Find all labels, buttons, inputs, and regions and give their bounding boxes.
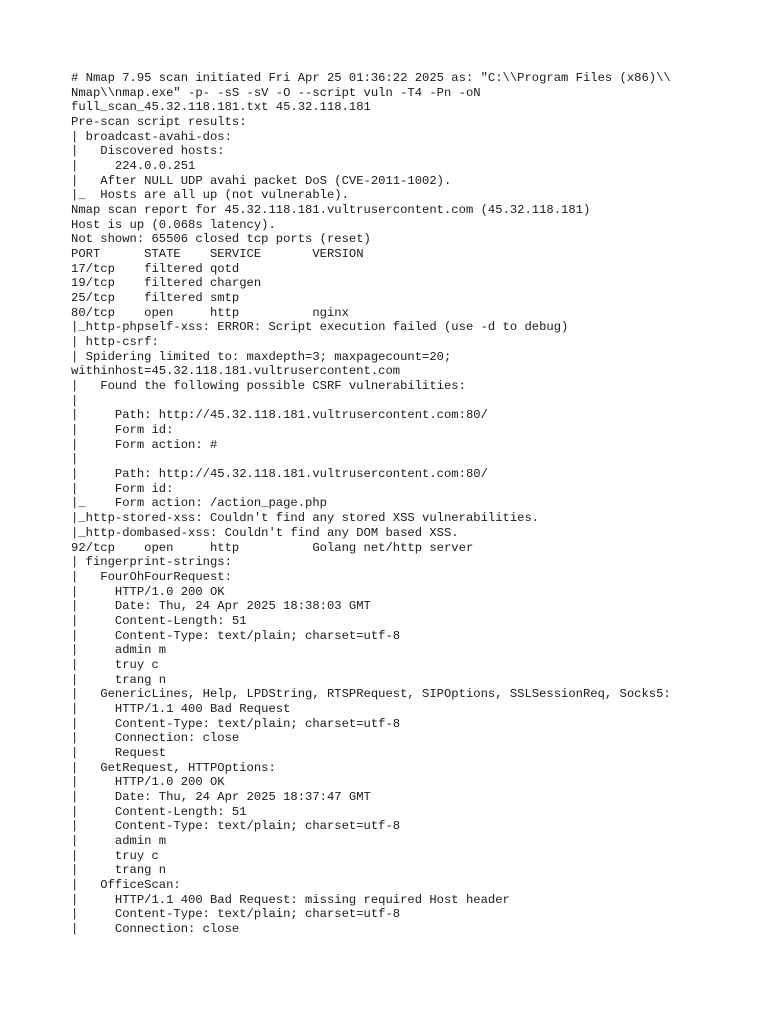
text-line: Nmap\\nmap.exe" -p- -sS -sV -O --script vuln -T4 -Pn -oN: [71, 85, 481, 100]
text-line: | Content-Type: text/plain; charset=utf-8: [71, 907, 401, 922]
text-line: |_ Form action: /action_page.php: [71, 496, 327, 511]
text-line: | broadcast-avahi-dos:: [71, 129, 232, 144]
text-line: | GenericLines, Help, LPDString, RTSPRequest, SIPOptions, SSLSessionReq, Socks5:: [71, 687, 671, 702]
text-line: | Form action: #: [71, 437, 218, 452]
text-line: | OfficeScan:: [71, 877, 181, 892]
text-line: 25/tcp filtered smtp: [71, 291, 240, 306]
text-line: | Date: Thu, 24 Apr 2025 18:37:47 GMT: [71, 789, 371, 804]
text-line: | HTTP/1.0 200 OK: [71, 775, 225, 790]
text-line: | GetRequest, HTTPOptions:: [71, 760, 276, 775]
text-line: Host is up (0.068s latency).: [71, 217, 276, 232]
text-line: | HTTP/1.1 400 Bad Request: missing required Host header: [71, 892, 510, 907]
text-line: |: [71, 393, 79, 408]
text-line: | Content-Type: text/plain; charset=utf-8: [71, 819, 401, 834]
text-line: |_http-phpself-xss: ERROR: Script execution failed (use -d to debug): [71, 320, 569, 335]
text-line: | http-csrf:: [71, 335, 159, 350]
text-line: | Path: http://45.32.118.181.vultrusercontent.com:80/: [71, 467, 488, 482]
text-line: Nmap scan report for 45.32.118.181.vultrusercontent.com (45.32.118.181): [71, 203, 591, 218]
text-line: 80/tcp open http nginx: [71, 305, 349, 320]
text-line: | Form id:: [71, 423, 174, 438]
text-line: |_http-stored-xss: Couldn't find any stored XSS vulnerabilities.: [71, 511, 540, 526]
text-line: |: [71, 452, 79, 467]
text-line: PORT STATE SERVICE VERSION: [71, 247, 364, 262]
text-line: | Found the following possible CSRF vulnerabilities:: [71, 379, 466, 394]
text-line: | admin m: [71, 833, 167, 848]
text-line: | trang n: [71, 863, 167, 878]
text-line: | Form id:: [71, 481, 174, 496]
text-line: Pre-scan script results:: [71, 115, 247, 130]
text-line: | HTTP/1.0 200 OK: [71, 584, 225, 599]
text-line: | admin m: [71, 643, 167, 658]
text-line: | Content-Length: 51: [71, 804, 247, 819]
text-line: | Discovered hosts:: [71, 144, 225, 159]
text-line: 17/tcp filtered qotd: [71, 261, 240, 276]
text-line: | fingerprint-strings:: [71, 555, 232, 570]
text-line: | FourOhFourRequest:: [71, 569, 232, 584]
text-line: | Content-Length: 51: [71, 613, 247, 628]
text-line: | Connection: close: [71, 731, 240, 746]
nmap-scan-output: [71, 71, 671, 937]
text-line: full_scan_45.32.118.181.txt 45.32.118.181: [71, 100, 371, 115]
text-line: 92/tcp open http Golang net/http server: [71, 540, 474, 555]
text-line: | Content-Type: text/plain; charset=utf-8: [71, 628, 401, 643]
text-line: | HTTP/1.1 400 Bad Request: [71, 701, 291, 716]
text-line: # Nmap 7.95 scan initiated Fri Apr 25 01:36:22 2025 as: "C:\\Program Files (x86)\\: [71, 71, 671, 85]
text-line: | Request: [71, 745, 167, 760]
text-line: | Spidering limited to: maxdepth=3; maxpagecount=20;: [71, 349, 452, 364]
text-line: | After NULL UDP avahi packet DoS (CVE-2011-1002).: [71, 173, 452, 188]
text-line: | Path: http://45.32.118.181.vultrusercontent.com:80/: [71, 408, 488, 423]
text-line: | Connection: close: [71, 921, 240, 936]
text-line: | truy c: [71, 848, 159, 863]
text-line: 19/tcp filtered chargen: [71, 276, 262, 291]
text-line: |_ Hosts are all up (not vulnerable).: [71, 188, 349, 203]
text-line: | Content-Type: text/plain; charset=utf-8: [71, 716, 401, 731]
text-line: Not shown: 65506 closed tcp ports (reset): [71, 232, 371, 247]
text-line: withinhost=45.32.118.181.vultrusercontent.com: [71, 364, 401, 379]
text-line: | Date: Thu, 24 Apr 2025 18:38:03 GMT: [71, 599, 371, 614]
text-line: | 224.0.0.251: [71, 159, 196, 174]
text-line: |_http-dombased-xss: Couldn't find any DOM based XSS.: [71, 525, 459, 540]
text-line: | trang n: [71, 672, 167, 687]
text-line: | truy c: [71, 657, 159, 672]
